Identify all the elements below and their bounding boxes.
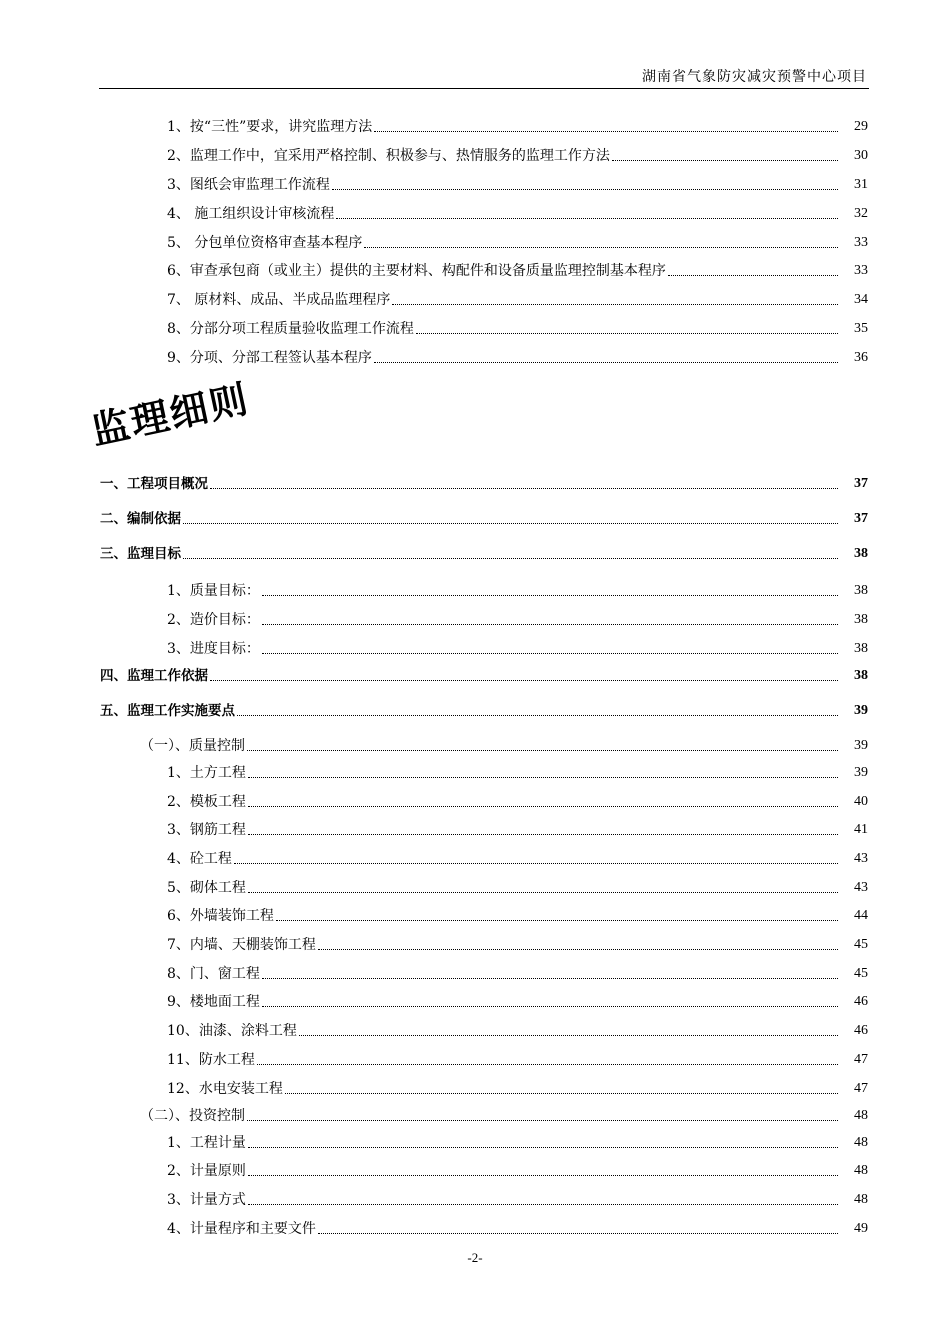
- toc-leader-dots: [248, 1147, 838, 1148]
- toc-entry-page: 33: [854, 235, 868, 250]
- toc-entry[interactable]: [0, 903, 950, 925]
- toc-entry[interactable]: [0, 698, 950, 720]
- toc-entry-page: 38: [854, 668, 868, 683]
- toc-entry[interactable]: [0, 345, 950, 367]
- toc-entry-page: 33: [854, 263, 868, 278]
- toc-entry-page: 40: [854, 794, 868, 809]
- toc-leader-dots: [183, 523, 838, 524]
- toc-entry-label: 2、造价目标：: [167, 612, 260, 628]
- toc-entry-label: 5、砌体工程: [167, 880, 246, 896]
- toc-entry-label: 8、分部分项工程质量验收监理工作流程: [167, 321, 414, 337]
- toc-entry-page: 32: [854, 206, 868, 221]
- toc-leader-dots: [262, 653, 838, 654]
- toc-entry-label: （二）、投资控制: [140, 1108, 245, 1124]
- toc-entry-label: 1、土方工程: [167, 765, 246, 781]
- section-title: 监理细则: [87, 376, 254, 454]
- toc-entry-page: 39: [854, 738, 868, 753]
- toc-entry-page: 44: [854, 908, 868, 923]
- toc-entry-label: 11、防水工程: [167, 1052, 255, 1068]
- toc-entry-label: 10、油漆、涂料工程: [167, 1023, 297, 1039]
- toc-entry-page: 46: [854, 994, 868, 1009]
- toc-leader-dots: [318, 1233, 838, 1234]
- toc-entry-label: 6、外墙装饰工程: [167, 908, 274, 924]
- toc-leader-dots: [210, 488, 838, 489]
- toc-entry[interactable]: [0, 1216, 950, 1238]
- toc-entry-page: 47: [854, 1081, 868, 1096]
- toc-entry[interactable]: [0, 316, 950, 338]
- toc-entry-page: 38: [854, 612, 868, 627]
- toc-leader-dots: [392, 304, 838, 305]
- toc-leader-dots: [332, 189, 838, 190]
- toc-entry-page: 48: [854, 1192, 868, 1207]
- toc-entry-page: 37: [854, 511, 868, 526]
- toc-leader-dots: [248, 1204, 838, 1205]
- toc-entry-page: 36: [854, 350, 868, 365]
- toc-entry-label: 7、内墙、天棚装饰工程: [167, 937, 316, 953]
- toc-leader-dots: [276, 920, 838, 921]
- toc-entry-page: 38: [854, 583, 868, 598]
- toc-entry-page: 35: [854, 321, 868, 336]
- toc-leader-dots: [612, 160, 838, 161]
- toc-entry-page: 43: [854, 851, 868, 866]
- toc-entry-label: 7、 原材料、成品、半成品监理程序: [167, 292, 391, 308]
- toc-entry-label: （一）、质量控制: [140, 738, 245, 754]
- toc-leader-dots: [183, 558, 838, 559]
- toc-entry-page: 46: [854, 1023, 868, 1038]
- toc-entry[interactable]: [0, 230, 950, 252]
- toc-entry-label: 1、按“三性”要求，讲究监理方法: [167, 119, 373, 135]
- toc-entry-label: 5、 分包单位资格审查基本程序: [167, 235, 363, 251]
- toc-leader-dots: [237, 715, 838, 716]
- toc-entry-label: 3、图纸会审监理工作流程: [167, 177, 330, 193]
- toc-entry[interactable]: [0, 846, 950, 868]
- toc-entry[interactable]: [0, 1047, 950, 1069]
- toc-entry[interactable]: [0, 817, 950, 839]
- toc-leader-dots: [416, 333, 838, 334]
- toc-entry[interactable]: [0, 114, 950, 136]
- toc-entry-page: 48: [854, 1135, 868, 1150]
- toc-entry-label: 五、监理工作实施要点: [100, 703, 235, 719]
- toc-leader-dots: [374, 131, 838, 132]
- toc-entry-label: 9、楼地面工程: [167, 994, 260, 1010]
- toc-entry-page: 48: [854, 1108, 868, 1123]
- toc-entry-page: 38: [854, 641, 868, 656]
- toc-leader-dots: [234, 863, 838, 864]
- toc-entry-label: 1、工程计量: [167, 1135, 246, 1151]
- toc-entry[interactable]: [0, 789, 950, 811]
- toc-leader-dots: [210, 680, 838, 681]
- toc-entry[interactable]: [0, 733, 950, 755]
- toc-entry-label: 1、质量目标：: [167, 583, 260, 599]
- toc-leader-dots: [247, 1120, 838, 1121]
- toc-entry-page: 48: [854, 1163, 868, 1178]
- toc-leader-dots: [285, 1093, 838, 1094]
- toc-entry-label: 3、钢筋工程: [167, 822, 246, 838]
- toc-entry[interactable]: [0, 471, 950, 493]
- toc-leader-dots: [668, 275, 838, 276]
- toc-entry-label: 4、砼工程: [167, 851, 232, 867]
- toc-leader-dots: [262, 624, 838, 625]
- toc-entry[interactable]: [0, 541, 950, 563]
- toc-leader-dots: [336, 218, 838, 219]
- toc-leader-dots: [262, 978, 838, 979]
- toc-entry-page: 34: [854, 292, 868, 307]
- toc-entry-label: 四、监理工作依据: [100, 668, 208, 684]
- toc-entry-page: 37: [854, 476, 868, 491]
- toc-entry-label: 6、审查承包商（或业主）提供的主要材料、构配件和设备质量监理控制基本程序: [167, 263, 666, 279]
- toc-entry-label: 4、 施工组织设计审核流程: [167, 206, 335, 222]
- page-number: -2-: [467, 1250, 483, 1265]
- toc-entry-page: 38: [854, 546, 868, 561]
- toc-entry-label: 二、编制依据: [100, 511, 181, 527]
- toc-entry[interactable]: [0, 989, 950, 1011]
- toc-leader-dots: [257, 1064, 838, 1065]
- toc-entry-label: 2、计量原则: [167, 1163, 246, 1179]
- toc-entry-page: 49: [854, 1221, 868, 1236]
- toc-leader-dots: [374, 362, 838, 363]
- toc-entry[interactable]: [0, 663, 950, 685]
- toc-entry-page: 43: [854, 880, 868, 895]
- toc-entry-label: 12、水电安装工程: [167, 1081, 283, 1097]
- toc-entry[interactable]: [0, 636, 950, 658]
- toc-entry[interactable]: [0, 506, 950, 528]
- header-title: 湖南省气象防灾减灾预警中心项目: [642, 69, 867, 85]
- toc-entry[interactable]: [0, 172, 950, 194]
- toc-entry-label: 3、进度目标：: [167, 641, 260, 657]
- toc-entry[interactable]: [0, 1130, 950, 1152]
- toc-entry-page: 29: [854, 119, 868, 134]
- toc-leader-dots: [247, 750, 838, 751]
- toc-entry-label: 一、工程项目概况: [100, 476, 208, 492]
- toc-entry[interactable]: [0, 1187, 950, 1209]
- toc-entry-page: 45: [854, 937, 868, 952]
- toc-leader-dots: [248, 834, 838, 835]
- toc-entry[interactable]: [0, 258, 950, 280]
- toc-entry[interactable]: [0, 287, 950, 309]
- toc-entry-page: 39: [854, 765, 868, 780]
- toc-entry-label: 9、分项、分部工程签认基本程序: [167, 350, 372, 366]
- toc-leader-dots: [248, 777, 838, 778]
- toc-entry[interactable]: [0, 1076, 950, 1098]
- toc-entry-label: 4、计量程序和主要文件: [167, 1221, 316, 1237]
- toc-entry[interactable]: [0, 875, 950, 897]
- toc-entry[interactable]: [0, 1018, 950, 1040]
- toc-entry-page: 45: [854, 966, 868, 981]
- toc-entry-page: 47: [854, 1052, 868, 1067]
- toc-entry-page: 30: [854, 148, 868, 163]
- toc-entry-page: 41: [854, 822, 868, 837]
- toc-entry[interactable]: [0, 201, 950, 223]
- toc-entry-page: 31: [854, 177, 868, 192]
- header-rule: [99, 88, 869, 89]
- toc-leader-dots: [248, 1175, 838, 1176]
- toc-entry[interactable]: [0, 961, 950, 983]
- toc-entry-label: 8、门、窗工程: [167, 966, 260, 982]
- toc-entry-label: 3、计量方式: [167, 1192, 246, 1208]
- toc-entry[interactable]: [0, 607, 950, 629]
- toc-leader-dots: [248, 892, 838, 893]
- toc-entry-page: 39: [854, 703, 868, 718]
- toc-entry-label: 2、模板工程: [167, 794, 246, 810]
- toc-leader-dots: [248, 806, 838, 807]
- toc-entry[interactable]: [0, 932, 950, 954]
- toc-entry[interactable]: [0, 1158, 950, 1180]
- toc-entry-label: 2、监理工作中，宜采用严格控制、积极参与、热情服务的监理工作方法: [167, 148, 610, 164]
- toc-leader-dots: [299, 1035, 838, 1036]
- toc-entry[interactable]: [0, 578, 950, 600]
- toc-entry[interactable]: [0, 143, 950, 165]
- toc-leader-dots: [364, 247, 838, 248]
- toc-leader-dots: [262, 1006, 838, 1007]
- toc-leader-dots: [318, 949, 838, 950]
- toc-entry-label: 三、监理目标: [100, 546, 181, 562]
- toc-leader-dots: [262, 595, 838, 596]
- toc-entry[interactable]: [0, 760, 950, 782]
- toc-entry[interactable]: [0, 1103, 950, 1125]
